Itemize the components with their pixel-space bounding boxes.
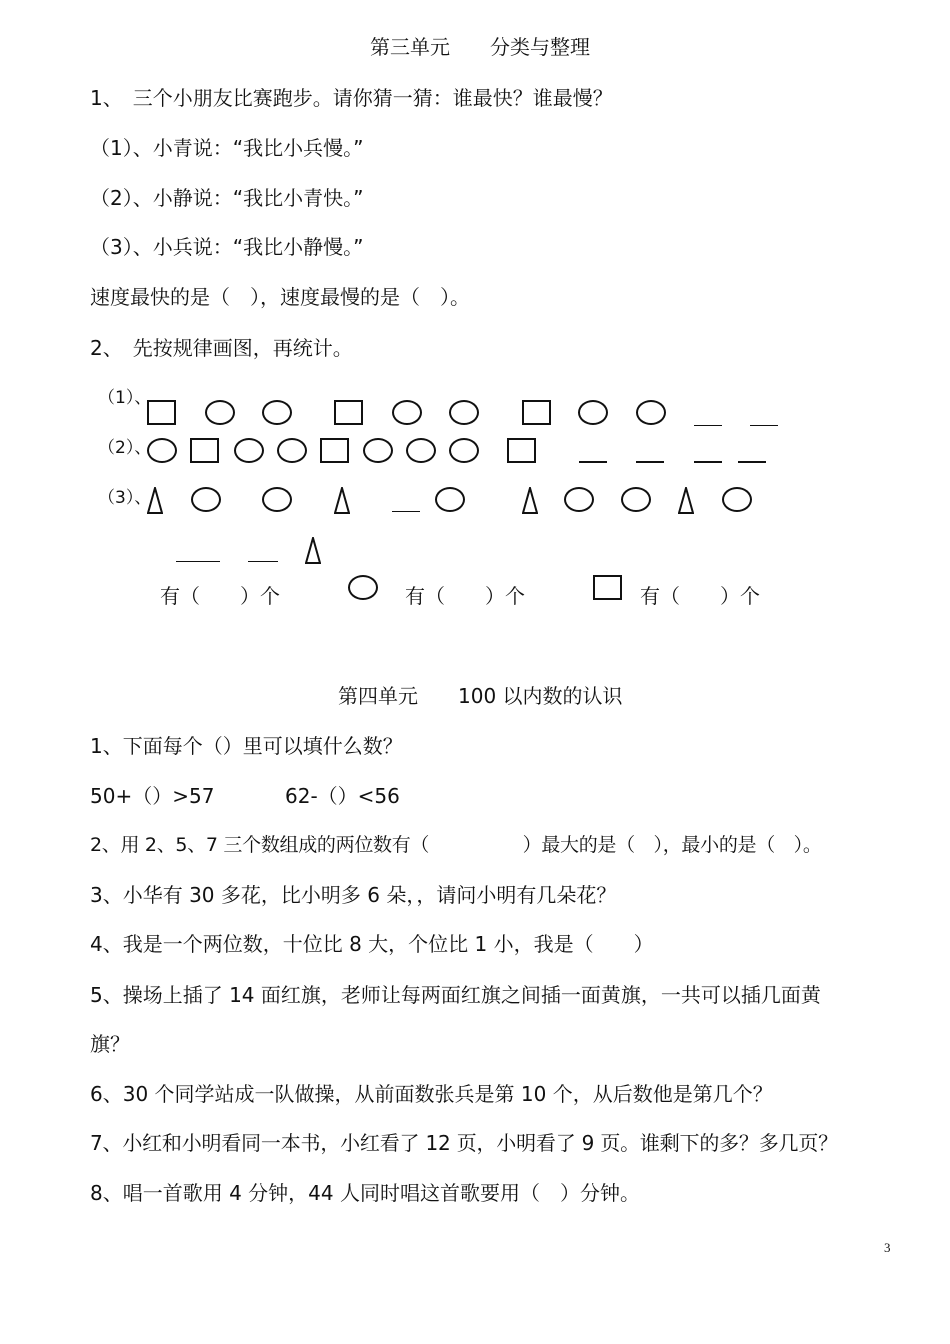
circle-shape bbox=[621, 487, 651, 512]
blank-line bbox=[694, 461, 722, 463]
unit3-q1-answer: 速度最快的是（ ），速度最慢的是（ ）。 bbox=[90, 285, 470, 309]
unit4-q2: 2、用 2、5、7 三个数组成的两位数有（ ）最大的是（ ），最小的是（ ）。 bbox=[90, 834, 822, 856]
circle-shape bbox=[449, 400, 479, 425]
circle-shape bbox=[722, 487, 752, 512]
page-number: 3 bbox=[884, 1240, 891, 1255]
blank-line bbox=[750, 425, 778, 426]
unit3-q2-prompt: 2、 先按规律画图，再统计。 bbox=[90, 336, 353, 360]
triangle-shape bbox=[522, 487, 538, 514]
square-shape bbox=[593, 575, 622, 600]
triangle-shape bbox=[678, 487, 694, 514]
circle-shape bbox=[262, 487, 292, 512]
unit4-q1-expression-b: 62-（）<56 bbox=[285, 784, 400, 808]
pattern-row-2-label: （2）、 bbox=[98, 438, 152, 458]
square-shape bbox=[320, 438, 349, 463]
square-shape bbox=[147, 400, 176, 425]
unit4-q5-line-2: 旗？ bbox=[90, 1032, 130, 1056]
blank-line bbox=[738, 461, 766, 463]
unit4-q3: 3、小华有 30 多花，比小明多 6 朵，，请问小明有几朵花？ bbox=[90, 883, 617, 907]
circle-shape bbox=[147, 438, 177, 463]
unit3-q1-statement-2: （2）、小静说：“我比小青快。” bbox=[90, 186, 364, 210]
blank-line bbox=[579, 461, 607, 463]
triangle-shape bbox=[147, 487, 163, 514]
unit3-title: 第三单元 分类与整理 bbox=[370, 35, 590, 59]
triangle-shape bbox=[334, 487, 350, 514]
circle-shape bbox=[363, 438, 393, 463]
circle-shape bbox=[234, 438, 264, 463]
blank-line bbox=[392, 511, 420, 512]
unit4-q8: 8、唱一首歌用 4 分钟，44 人同时唱这首歌要用（ ）分钟。 bbox=[90, 1181, 640, 1205]
triangle-shape bbox=[305, 537, 321, 564]
unit4-q1: 1、下面每个（）里可以填什么数？ bbox=[90, 734, 403, 758]
circle-shape bbox=[564, 487, 594, 512]
square-shape bbox=[190, 438, 219, 463]
circle-shape bbox=[191, 487, 221, 512]
circle-shape bbox=[392, 400, 422, 425]
unit3-q1-statement-1: （1）、小青说：“我比小兵慢。” bbox=[90, 136, 364, 160]
unit3-q1-statement-3: （3）、小兵说：“我比小静慢。” bbox=[90, 235, 364, 259]
square-shape bbox=[334, 400, 363, 425]
circle-shape bbox=[449, 438, 479, 463]
circle-shape bbox=[636, 400, 666, 425]
circle-shape bbox=[406, 438, 436, 463]
circle-shape bbox=[435, 487, 465, 512]
unit4-q7: 7、小红和小明看同一本书，小红看了 12 页，小明看了 9 页。谁剩下的多？多几页？ bbox=[90, 1131, 838, 1155]
circle-shape bbox=[578, 400, 608, 425]
circle-shape bbox=[348, 575, 378, 600]
blank-line bbox=[694, 425, 722, 426]
circle-shape bbox=[277, 438, 307, 463]
square-shape bbox=[507, 438, 536, 463]
square-count: 有（ ）个 bbox=[640, 584, 760, 608]
blank-line bbox=[248, 561, 278, 562]
unit4-q4: 4、我是一个两位数，十位比 8 大，个位比 1 小，我是（ ） bbox=[90, 932, 654, 956]
blank-line bbox=[176, 561, 220, 562]
unit4-q6: 6、30 个同学站成一队做操，从前面数张兵是第 10 个，从后数他是第几个？ bbox=[90, 1082, 773, 1106]
blank-line bbox=[636, 461, 664, 463]
triangle-count: 有（ ）个 bbox=[160, 584, 280, 608]
circle-count: 有（ ）个 bbox=[405, 584, 525, 608]
pattern-row-1-label: （1）、 bbox=[98, 388, 152, 408]
unit4-q5-line-1: 5、操场上插了 14 面红旗，老师让每两面红旗之间插一面黄旗，一共可以插几面黄 bbox=[90, 983, 821, 1007]
unit3-q1-prompt: 1、 三个小朋友比赛跑步。请你猜一猜：谁最快？谁最慢？ bbox=[90, 86, 613, 110]
circle-shape bbox=[205, 400, 235, 425]
unit4-title: 第四单元 100 以内数的认识 bbox=[338, 684, 623, 708]
pattern-row-3-label: （3）、 bbox=[98, 488, 152, 508]
unit4-q1-expression-a: 50+（）>57 bbox=[90, 784, 215, 808]
circle-shape bbox=[262, 400, 292, 425]
square-shape bbox=[522, 400, 551, 425]
